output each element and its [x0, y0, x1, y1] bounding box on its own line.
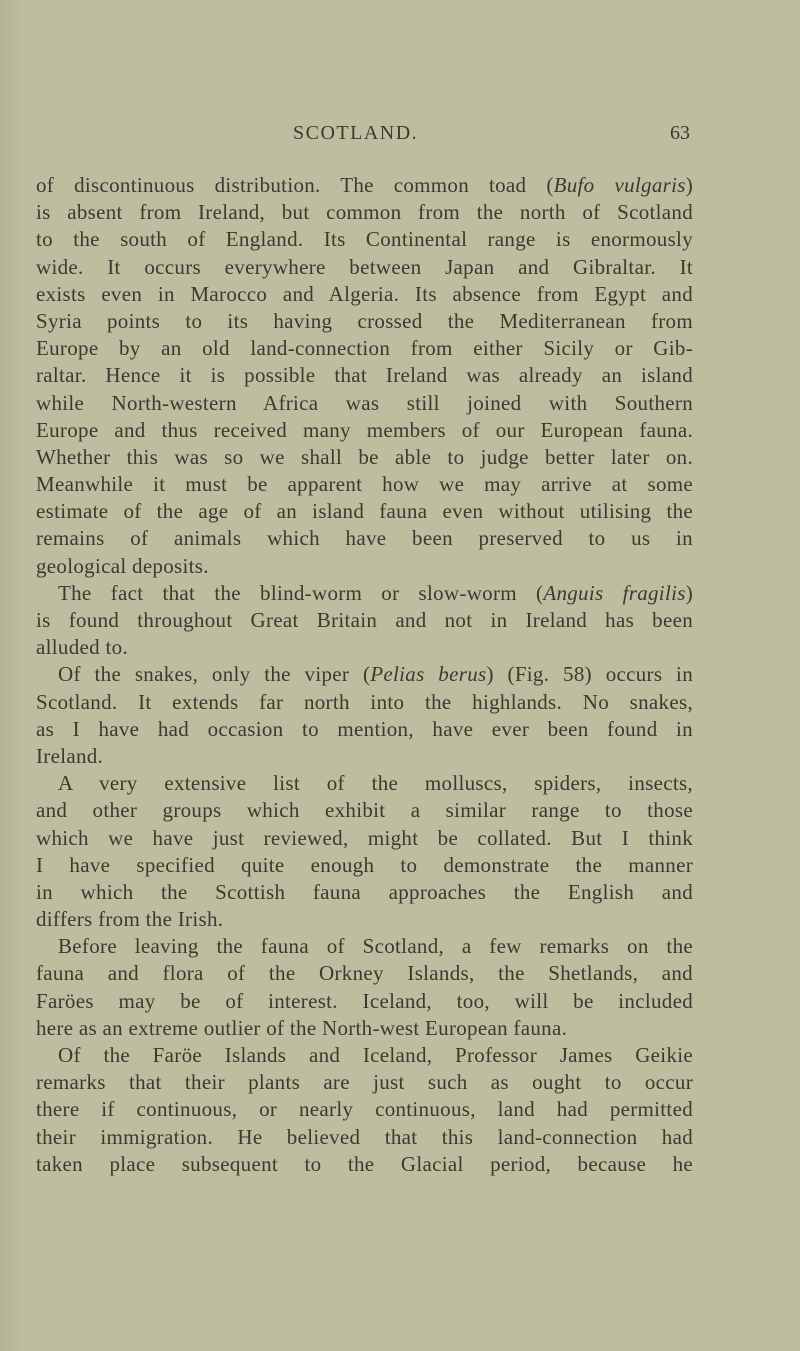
- text-line: [36, 634, 693, 661]
- text-line: [36, 770, 693, 797]
- text-line: [36, 525, 693, 552]
- text-segment: Europe and thus received many members of our European fauna.: [36, 417, 693, 442]
- text-segment: Scotland. It extends far north into the highlands. No snakes,: [36, 689, 693, 714]
- text-segment: here as an extreme outlier of the North-west European fauna.: [36, 1015, 568, 1040]
- text-line: [36, 335, 693, 362]
- text-segment: as I have had occasion to mention, have ever been found in: [36, 716, 693, 741]
- text-line: [36, 933, 693, 960]
- running-header: [0, 122, 800, 150]
- text-segment: is absent from Ireland, but common from the north of Scotland: [36, 200, 693, 225]
- text-line: [36, 471, 693, 498]
- text-segment: while North-western Africa was still joined with Southern: [36, 390, 693, 415]
- text-segment: ) (Fig. 58) occurs in: [486, 662, 693, 687]
- text-segment: alluded to.: [36, 635, 128, 660]
- text-segment: The fact that the blind-worm or slow-worm (: [58, 580, 544, 605]
- text-line: [36, 689, 693, 716]
- text-segment: their immigration. He believed that this land-connection had: [36, 1124, 693, 1149]
- text-line: [36, 1015, 693, 1042]
- text-segment: to the south of England. Its Continental range is enormously: [36, 227, 693, 252]
- text-line: [36, 226, 693, 253]
- page-number: 63: [670, 122, 690, 144]
- text-segment: remarks that their plants are just such as ought to occur: [36, 1070, 693, 1095]
- text-segment: wide. It occurs everywhere between Japan and Gibraltar. It: [36, 254, 693, 279]
- text-segment: Meanwhile it must be apparent how we may arrive at some: [36, 472, 693, 497]
- text-segment: of discontinuous distribution. The common toad (: [36, 173, 554, 197]
- text-segment: I have specified quite enough to demonstrate the manner: [36, 852, 693, 877]
- text-segment: there if continuous, or nearly continuous, land had permitted: [36, 1097, 693, 1122]
- text-segment: Whether this was so we shall be able to judge better later on.: [36, 444, 693, 469]
- text-segment: Ireland.: [36, 743, 104, 768]
- text-segment: fauna and flora of the Orkney Islands, the Shetlands, and: [36, 961, 693, 986]
- text-segment: ): [685, 580, 693, 605]
- text-segment: geological deposits.: [36, 553, 209, 578]
- text-segment: differs from the Irish.: [36, 907, 224, 932]
- text-line: [36, 797, 693, 824]
- body-text: [36, 172, 693, 1178]
- text-segment: Before leaving the fauna of Scotland, a few remarks on the: [58, 934, 693, 959]
- species-name: Bufo vulgaris: [553, 173, 686, 197]
- text-line: [36, 879, 693, 906]
- running-title: SCOTLAND.: [293, 122, 419, 144]
- text-line: [36, 1124, 693, 1151]
- text-line: [36, 362, 693, 389]
- text-segment: Faröes may be of interest. Iceland, too, will be included: [36, 988, 693, 1013]
- species-name: Pelias berus: [370, 662, 487, 687]
- text-line: [36, 553, 693, 580]
- text-line: [36, 417, 693, 444]
- text-line: [36, 199, 693, 226]
- text-segment: which we have just reviewed, might be collated. But I think: [36, 825, 693, 850]
- text-line: [36, 254, 693, 281]
- text-segment: exists even in Marocco and Algeria. Its absence from Egypt and: [36, 281, 693, 306]
- text-line: [36, 172, 693, 199]
- text-segment: ): [685, 173, 693, 197]
- text-segment: and other groups which exhibit a similar range to those: [36, 798, 693, 823]
- text-line: [36, 661, 693, 688]
- text-segment: in which the Scottish fauna approaches the English and: [36, 879, 693, 904]
- text-segment: Syria points to its having crossed the Mediterranean from: [36, 308, 693, 333]
- text-segment: Of the Faröe Islands and Iceland, Professor James Geikie: [58, 1043, 693, 1067]
- text-line: [36, 580, 693, 607]
- text-line: [36, 281, 693, 308]
- text-line: [36, 825, 693, 852]
- text-line: [36, 308, 693, 335]
- text-segment: raltar. Hence it is possible that Ireland was already an island: [36, 363, 693, 388]
- text-segment: Europe by an old land-connection from either Sicily or Gib-: [36, 336, 693, 361]
- text-line: [36, 1069, 693, 1096]
- text-line: [36, 444, 693, 471]
- text-segment: remains of animals which have been preserved to us in: [36, 526, 693, 551]
- text-segment: A very extensive list of the molluscs, spiders, insects,: [58, 771, 693, 796]
- text-line: [36, 607, 693, 634]
- text-line: [36, 743, 693, 770]
- text-line: [36, 960, 693, 987]
- text-line: [36, 498, 693, 525]
- text-segment: is found throughout Great Britain and not in Ireland has been: [36, 608, 693, 632]
- text-line: [36, 1096, 693, 1123]
- text-line: [36, 716, 693, 743]
- text-line: [36, 1042, 693, 1069]
- text-segment: Of the snakes, only the viper (: [58, 662, 371, 687]
- species-name: Anguis fragilis: [543, 580, 686, 605]
- page-gutter-shadow: [0, 0, 22, 1351]
- text-line: [36, 390, 693, 417]
- text-line: [36, 1151, 693, 1178]
- text-segment: estimate of the age of an island fauna even without utilising the: [36, 499, 693, 524]
- text-line: [36, 852, 693, 879]
- text-line: [36, 906, 693, 933]
- text-segment: taken place subsequent to the Glacial period, because he: [36, 1151, 693, 1176]
- text-line: [36, 988, 693, 1015]
